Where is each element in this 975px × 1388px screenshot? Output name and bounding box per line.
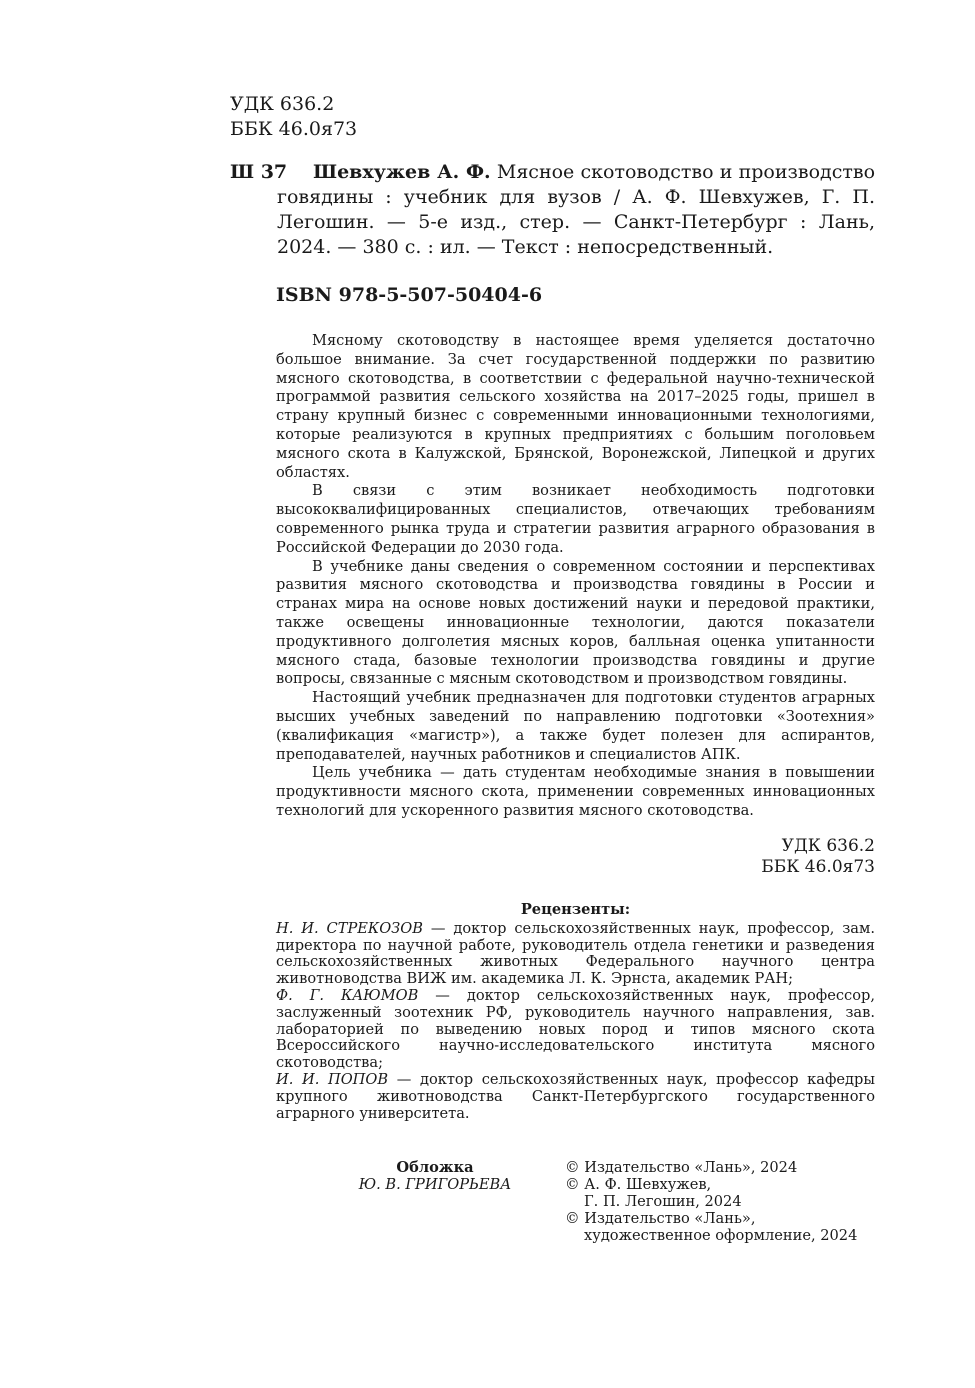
udk-code: УДК 636.2 [781,836,875,856]
reviewer-entry [276,1072,875,1122]
copyright-line: © А. Ф. Шевхужев, [565,1176,712,1193]
entry-author: Шевхужев А. Ф. [313,161,491,183]
copyright-line: © Издательство «Лань», 2024 [565,1159,798,1176]
bbk-code: ББК 46.0я73 [230,118,358,140]
reviewer-description: — доктор сельскохозяйственных наук, профессор, заслуженный зоотехник РФ, руководитель научного направления, зав. лабораторией по выведению новых пород и типов мясного скота Всероссийского научно-исследовательского института мясного скотоводства; [276,986,875,1072]
reviewer-description: — доктор сельскохозяйственных наук, профессор, зам. директора по научной работе, руководитель отдела генетики и разведения сельскохозяйственных животных Федерального научного центра животноводства ВИЖ им. академика Л. К. Эрнста, академик РАН; [276,919,875,988]
reviewer-name: Н. И. СТРЕКОЗОВ [276,919,423,937]
copyright-line: Г. П. Легошин, 2024 [584,1193,742,1210]
bbk-code: ББК 46.0я73 [761,857,875,877]
entry-description: Мясное скотоводство и производство говядины : учебник для вузов / А. Ф. Шевхужев, Г. П. Легошин. — 5-е изд., стер. — Санкт-Петербург : Лань, 2024. — 380 с. : ил. — Текст : непосредственный. [277,161,876,258]
cover-credit [300,1159,570,1193]
udk-code: УДК 636.2 [230,93,335,115]
classification-codes-bottom [761,836,875,878]
copyright-line: © Издательство «Лань», [565,1210,756,1227]
reviewers-title: Рецензенты: [520,901,631,918]
abstract-paragraph: Цель учебника — дать студентам необходимые знания в повышении продуктивности мясного скота, применении современных инновационных технологий для ускоренного развития мясного скотоводства. [276,764,875,819]
reviewers [276,902,875,1122]
copyright-line: художественное оформление, 2024 [584,1227,858,1244]
abstract-paragraph: Настоящий учебник предназначен для подготовки студентов аграрных высших учебных заведений по направлению подготовки «Зоотехния» (квалификация «магистр»), а также будет полезен для аспирантов, преподавателей, научных работников и специалистов АПК. [276,689,875,763]
copyright-notices [565,1159,857,1244]
reviewer-description: — доктор сельскохозяйственных наук, профессор кафедры крупного животноводства Санкт-Петербургского государственного аграрного университета. [276,1070,875,1122]
reviewer-name: Ф. Г. КАЮМОВ [276,986,419,1004]
isbn: ISBN 978-5-507-50404-6 [276,284,543,306]
bibliographic-entry [230,160,875,260]
abstract-paragraph: В связи с этим возникает необходимость подготовки высококвалифицированных специалистов, отвечающих требованиям современного рынка труда и стратегии развития аграрного образования в Российской Федерации до 2030 года. [276,482,875,556]
abstract [276,332,875,821]
reviewer-entry [276,988,875,1072]
reviewer-name: И. И. ПОПОВ [276,1070,389,1088]
classification-codes-top [230,92,357,142]
bibliographic-description [277,160,875,260]
abstract-paragraph: Мясному скотоводству в настоящее время уделяется достаточно большое внимание. За счет государственной поддержки по развитию мясного скотоводства, в соответствии с федеральной научно-технической программой развития сельского хозяйства на 2017–2025 годы, пришел в страну крупный бизнес с современными инновационными технологиями, которые реализуются в крупных предприятиях с большим поголовьем мясного скота в Калужской, Брянской, Воронежской, Липецкой и других областях. [276,332,875,481]
author-mark: Ш 37 [230,161,288,183]
cover-artist: Ю. В. ГРИГОРЬЕВА [358,1176,512,1193]
abstract-paragraph: В учебнике даны сведения о современном состоянии и перспективах развития мясного скотоводства и производства говядины в России и странах мира на основе новых достижений науки и передовой практики, также освещены инновационные технологии, даются показатели продуктивного долголетия мясных коров, балльная оценка упитанности мясного стада, базовые технологии производства говядины и другие вопросы, связанные с мясным скотоводством и производством говядины. [276,557,875,688]
reviewer-entry [276,921,875,988]
cover-label: Обложка [396,1159,474,1176]
